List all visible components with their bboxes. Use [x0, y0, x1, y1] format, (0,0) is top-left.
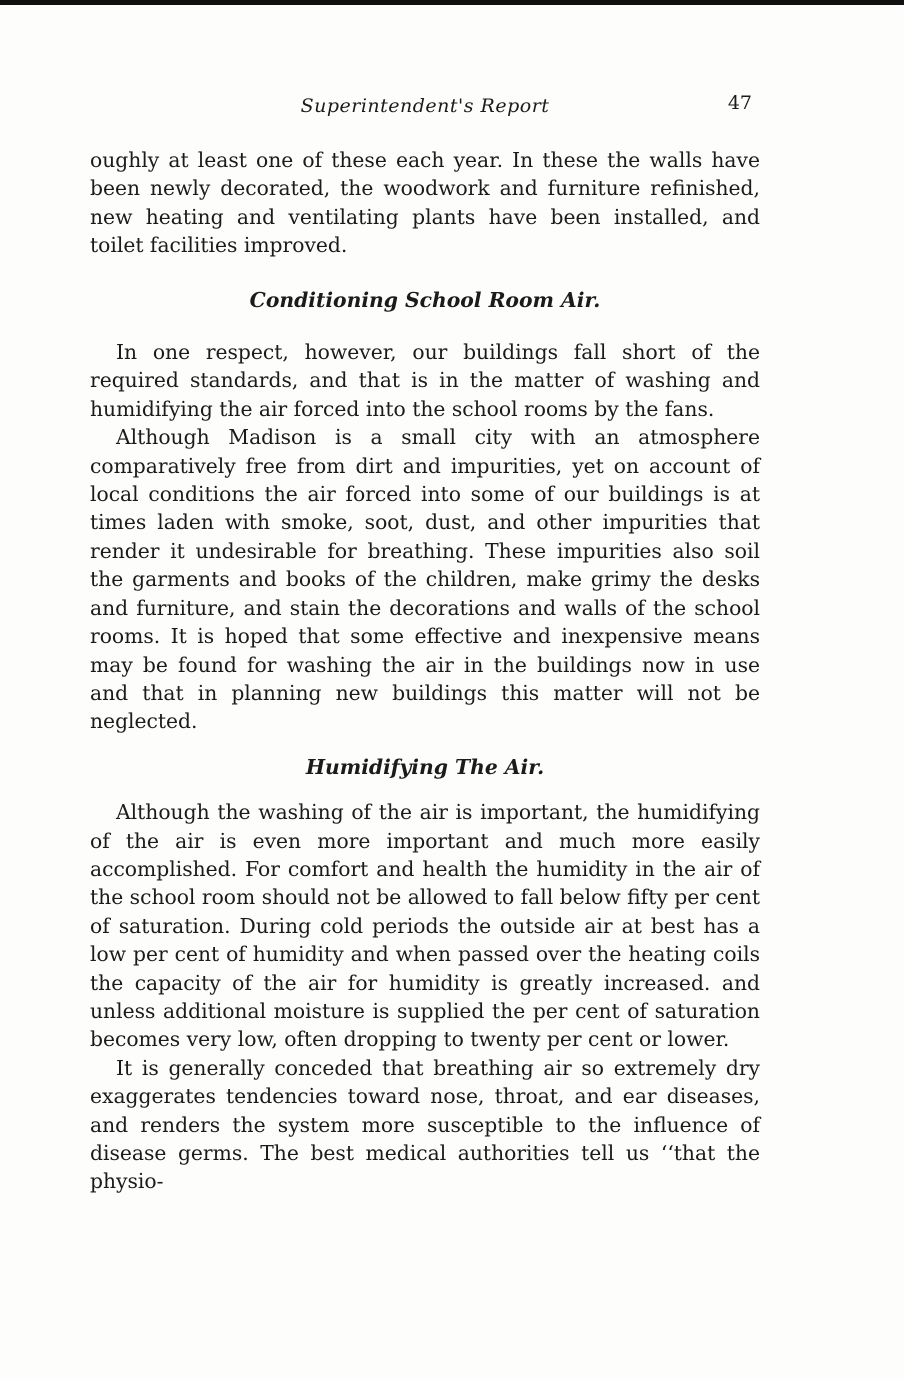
- paragraph-continuation: oughly at least one of these each year. In these the walls have been newly decorated, the woodwork and furniture refinished, new heating and ventilating plants have been installed, and toilet facilities improved.: [90, 148, 760, 258]
- running-title: Superintendent's Report: [300, 95, 550, 117]
- page-number: 47: [727, 92, 752, 114]
- paragraph-madison: Although Madison is a small city with an atmosphere comparatively free from dirt and impurities, yet on account of local conditions the air forced into some of our buildings is at times laden with smoke, soot, dust, and other impurities that render it undesirable for breathing. These impurities also soil the garments and books of the children, make grimy the desks and furniture, and stain the decorations and walls of the school rooms. It is hoped that some effective and inexpensive means may be found for washing the air in the buildings now in use and that in planning new buildings this matter will not be neglected.: [90, 425, 760, 734]
- top-border-rule: [0, 0, 904, 5]
- paragraph-standards: In one respect, however, our buildings fall short of the required standards, and that is in the matter of washing and humidifying the air forced into the school rooms by the fans.: [90, 340, 760, 421]
- page-body: [90, 146, 760, 1196]
- paragraph-humidity: Although the washing of the air is important, the humidifying of the air is even more important and much more easily accomplished. For comfort and health the humidity in the air of the school room should not be allowed to fall below fifty per cent of saturation. During cold periods the outside air at best has a low per cent of humidity and when passed over the heating coils the capacity of the air for humidity is greatly increased. and unless additional moisture is supplied the per cent of saturation becomes very low, often dropping to twenty per cent or lower.: [90, 800, 760, 1052]
- section-heading-humidifying: Humidifying The Air.: [305, 754, 545, 779]
- paragraph-medical: It is generally conceded that breathing air so extremely dry exaggerates tendencies toward nose, throat, and ear diseases, and renders the system more susceptible to the influence of disease germs. The best medical authorities tell us ‘‘that the physio-: [90, 1055, 760, 1194]
- running-head: [90, 92, 760, 122]
- section-heading-conditioning: Conditioning School Room Air.: [249, 287, 601, 312]
